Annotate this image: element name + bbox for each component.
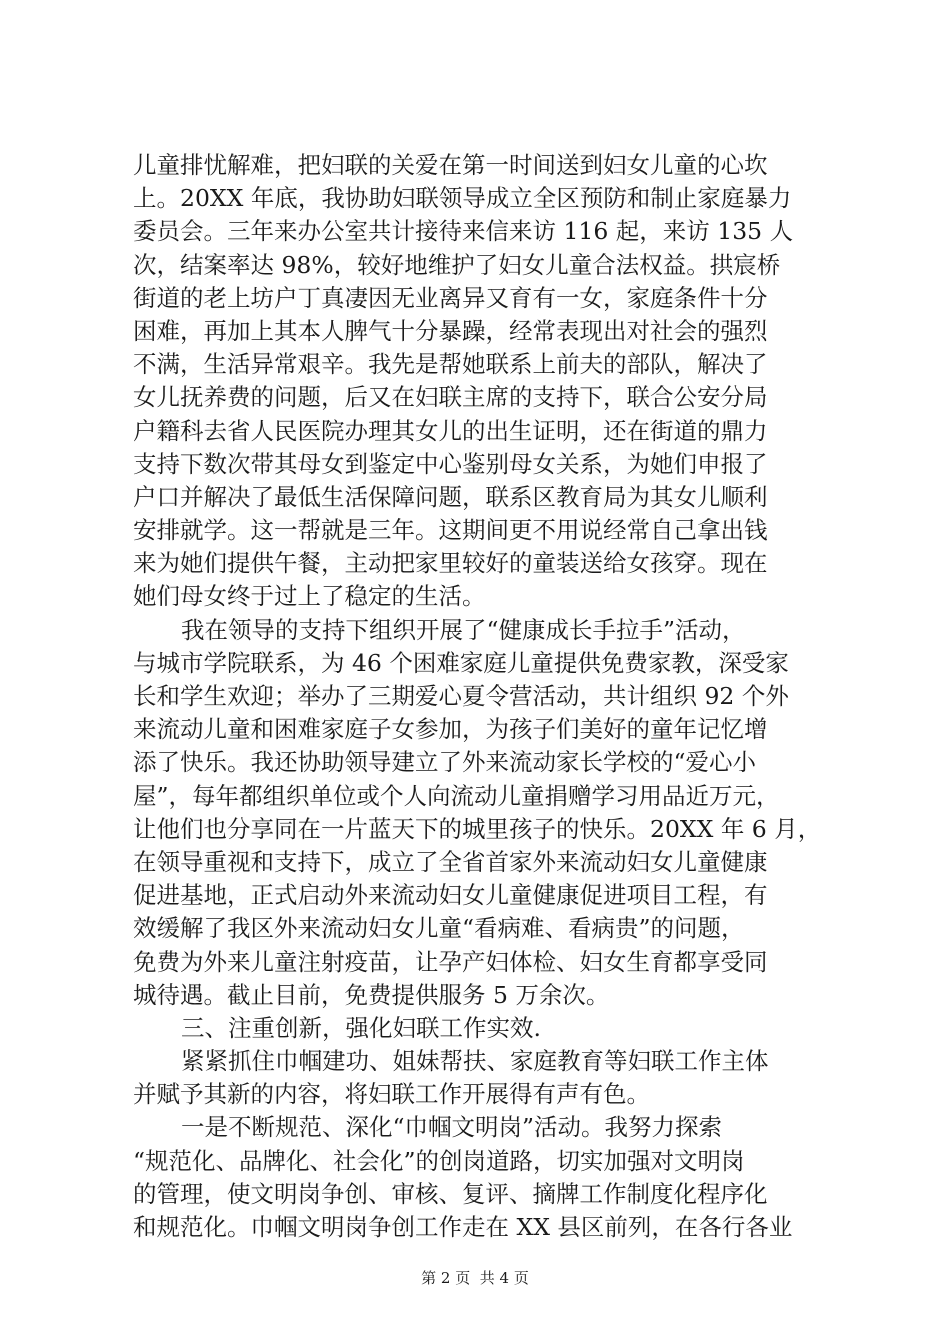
text-line: 不满，生活异常艰辛。我先是帮她联系上前夫的部队，解决了: [133, 350, 768, 379]
text-line: 与城市学院联系，为 46 个困难家庭儿童提供免费家教，深受家: [133, 648, 789, 677]
text-line: 并赋予其新的内容，将妇联工作开展得有声有色。: [133, 1080, 650, 1109]
text-line: 城待遇。截止目前，免费提供服务 5 万余次。: [133, 980, 610, 1009]
text-line: 来为她们提供午餐，主动把家里较好的童装送给女孩穿。现在: [133, 549, 768, 578]
text-line: 儿童排忧解难，把妇联的关爱在第一时间送到妇女儿童的心坎: [133, 151, 768, 179]
text-line: 免费为外来儿童注射疫苗，让孕产妇体检、妇女生育都享受同: [133, 947, 768, 976]
text-line: 安排就学。这一帮就是三年。这期间更不用说经常自己拿出钱: [133, 516, 768, 545]
text-line: 效缓解了我区外来流动妇女儿童“看病难、看病贵”的问题，: [133, 914, 745, 943]
text-line: 次，结案率达 98%，较好地维护了妇女儿童合法权益。拱宸桥: [133, 250, 781, 279]
text-line: 她们母女终于过上了稳定的生活。: [133, 582, 486, 611]
text-line: 来流动儿童和困难家庭子女参加，为孩子们美好的童年记忆增: [133, 715, 768, 744]
text-line: 户口并解决了最低生活保障问题，联系区教育局为其女儿顺利: [133, 482, 768, 511]
text-line: 紧紧抓住巾帼建功、姐妹帮扶、家庭教育等妇联工作主体: [181, 1047, 769, 1076]
text-line: 户籍科去省人民医院办理其女儿的出生证明，还在街道的鼎力: [133, 416, 768, 445]
text-line: 和规范化。巾帼文明岗争创工作走在 XX 县区前列，在各行各业: [133, 1213, 793, 1241]
text-line: 上。20XX 年底，我协助妇联领导成立全区预防和制止家庭暴力: [133, 184, 792, 213]
text-line: 委员会。三年来办公室共计接待来信来访 116 起，来访 135 人: [133, 217, 794, 246]
text-line: 添了快乐。我还协助领导建立了外来流动家长学校的“爱心小: [133, 748, 757, 777]
text-line: 在领导重视和支持下，成立了全省首家外来流动妇女儿童健康: [133, 847, 768, 876]
text-line: 三、注重创新，强化妇联工作实效.: [181, 1013, 541, 1042]
text-line: 我在领导的支持下组织开展了“健康成长手拉手”活动，: [181, 615, 746, 644]
text-line: 女儿抚养费的问题，后又在妇联主席的支持下，联合公安分局: [133, 383, 768, 412]
text-line: 街道的老上坊户丁真凄因无业离异又育有一女，家庭条件十分: [133, 283, 768, 312]
text-line: 促进基地，正式启动外来流动妇女儿童健康促进项目工程，有: [133, 881, 768, 910]
document-body: [133, 149, 833, 1244]
text-line: 困难，再加上其本人脾气十分暴躁，经常表现出对社会的强烈: [133, 316, 768, 345]
text-line: “规范化、品牌化、社会化”的创岗道路，切实加强对文明岗: [133, 1146, 745, 1175]
text-line: 支持下数次带其母女到鉴定中心鉴别母女关系，为她们申报了: [133, 449, 768, 478]
text-line: 让他们也分享同在一片蓝天下的城里孩子的快乐。20XX 年 6 月，: [133, 814, 822, 843]
text-line: 一是不断规范、深化“巾帼文明岗”活动。我努力探索: [181, 1113, 723, 1142]
text-line: 的管理，使文明岗争创、审核、复评、摘牌工作制度化程序化: [133, 1179, 768, 1208]
text-line: 长和学生欢迎；举办了三期爱心夏令营活动，共计组织 92 个外: [133, 682, 789, 710]
text-line: 屋”，每年都组织单位或个人向流动儿童捐赠学习用品近万元，: [133, 781, 780, 810]
page-number-footer: 第 2 页 共 4 页: [421, 1269, 529, 1287]
